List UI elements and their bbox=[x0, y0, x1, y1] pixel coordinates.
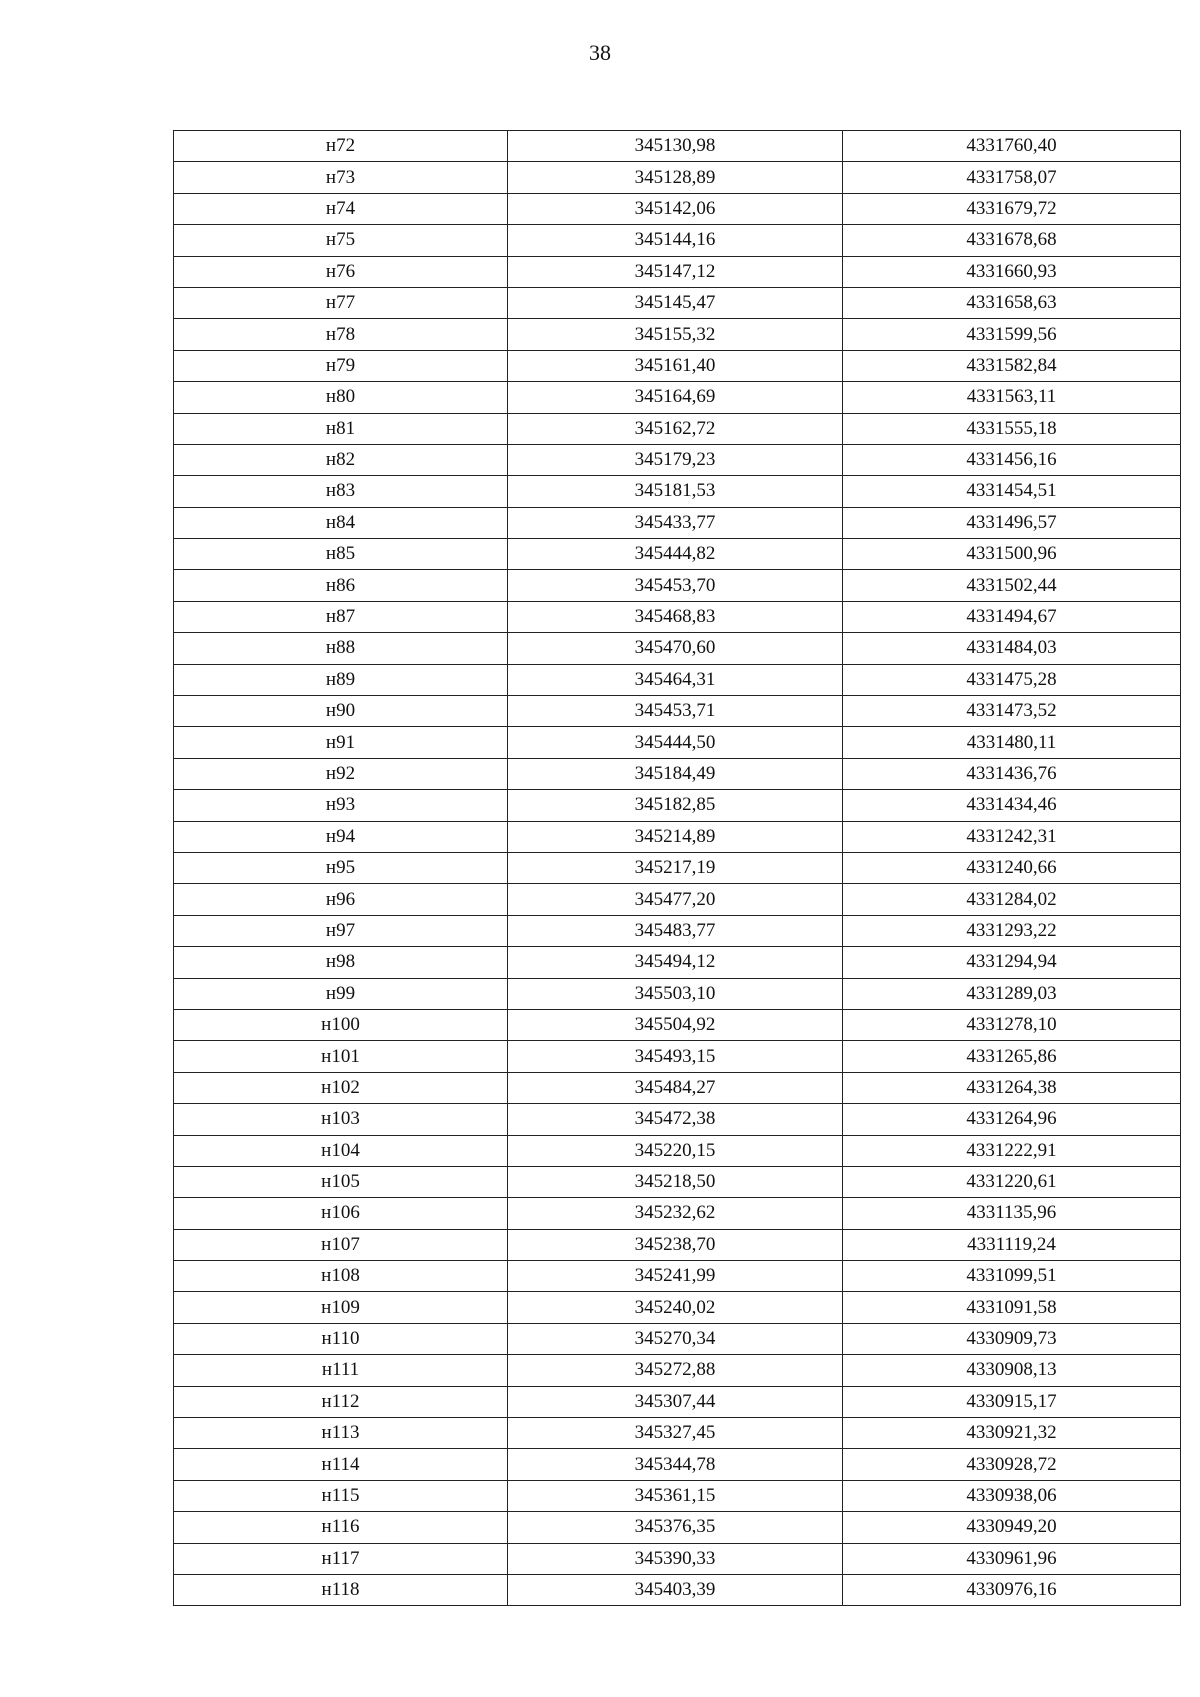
y-coordinate-cell: 4331599,56 bbox=[843, 319, 1181, 350]
y-coordinate-cell: 4331660,93 bbox=[843, 256, 1181, 287]
x-coordinate-cell: 345483,77 bbox=[508, 915, 843, 946]
x-coordinate-cell: 345504,92 bbox=[508, 1009, 843, 1040]
x-coordinate-cell: 345270,34 bbox=[508, 1323, 843, 1354]
point-name-cell: н92 bbox=[174, 758, 508, 789]
table-row bbox=[174, 1041, 1181, 1072]
table-row bbox=[174, 256, 1181, 287]
y-coordinate-cell: 4330938,06 bbox=[843, 1480, 1181, 1511]
x-coordinate-cell: 345164,69 bbox=[508, 382, 843, 413]
table-row bbox=[174, 1574, 1181, 1605]
point-name-cell: н111 bbox=[174, 1355, 508, 1386]
point-name-cell: н87 bbox=[174, 601, 508, 632]
point-name-cell: н73 bbox=[174, 162, 508, 193]
point-name-cell: н89 bbox=[174, 664, 508, 695]
x-coordinate-cell: 345376,35 bbox=[508, 1512, 843, 1543]
point-name-cell: н80 bbox=[174, 382, 508, 413]
table-row bbox=[174, 947, 1181, 978]
y-coordinate-cell: 4331484,03 bbox=[843, 633, 1181, 664]
point-name-cell: н91 bbox=[174, 727, 508, 758]
point-name-cell: н84 bbox=[174, 507, 508, 538]
table-row bbox=[174, 633, 1181, 664]
table-row bbox=[174, 1261, 1181, 1292]
x-coordinate-cell: 345444,82 bbox=[508, 539, 843, 570]
x-coordinate-cell: 345182,85 bbox=[508, 790, 843, 821]
point-name-cell: н114 bbox=[174, 1449, 508, 1480]
x-coordinate-cell: 345484,27 bbox=[508, 1072, 843, 1103]
table-row bbox=[174, 1104, 1181, 1135]
x-coordinate-cell: 345130,98 bbox=[508, 131, 843, 162]
point-name-cell: н116 bbox=[174, 1512, 508, 1543]
y-coordinate-cell: 4331658,63 bbox=[843, 287, 1181, 318]
point-name-cell: н86 bbox=[174, 570, 508, 601]
y-coordinate-cell: 4331473,52 bbox=[843, 696, 1181, 727]
x-coordinate-cell: 345493,15 bbox=[508, 1041, 843, 1072]
table-row bbox=[174, 1449, 1181, 1480]
x-coordinate-cell: 345161,40 bbox=[508, 350, 843, 381]
x-coordinate-cell: 345327,45 bbox=[508, 1418, 843, 1449]
table-row bbox=[174, 978, 1181, 1009]
x-coordinate-cell: 345179,23 bbox=[508, 444, 843, 475]
point-name-cell: н78 bbox=[174, 319, 508, 350]
y-coordinate-cell: 4330961,96 bbox=[843, 1543, 1181, 1574]
point-name-cell: н107 bbox=[174, 1229, 508, 1260]
table-row bbox=[174, 727, 1181, 758]
y-coordinate-cell: 4331240,66 bbox=[843, 852, 1181, 883]
point-name-cell: н103 bbox=[174, 1104, 508, 1135]
point-name-cell: н97 bbox=[174, 915, 508, 946]
y-coordinate-cell: 4331480,11 bbox=[843, 727, 1181, 758]
x-coordinate-cell: 345503,10 bbox=[508, 978, 843, 1009]
table-row bbox=[174, 287, 1181, 318]
x-coordinate-cell: 345444,50 bbox=[508, 727, 843, 758]
table-row bbox=[174, 852, 1181, 883]
x-coordinate-cell: 345144,16 bbox=[508, 225, 843, 256]
point-name-cell: н105 bbox=[174, 1166, 508, 1197]
table-row bbox=[174, 162, 1181, 193]
table-row bbox=[174, 1323, 1181, 1354]
table-row bbox=[174, 382, 1181, 413]
point-name-cell: н118 bbox=[174, 1574, 508, 1605]
table-row bbox=[174, 1198, 1181, 1229]
point-name-cell: н90 bbox=[174, 696, 508, 727]
y-coordinate-cell: 4331294,94 bbox=[843, 947, 1181, 978]
y-coordinate-cell: 4330921,32 bbox=[843, 1418, 1181, 1449]
x-coordinate-cell: 345214,89 bbox=[508, 821, 843, 852]
y-coordinate-cell: 4330908,13 bbox=[843, 1355, 1181, 1386]
x-coordinate-cell: 345217,19 bbox=[508, 852, 843, 883]
table-row bbox=[174, 1229, 1181, 1260]
point-name-cell: н102 bbox=[174, 1072, 508, 1103]
point-name-cell: н117 bbox=[174, 1543, 508, 1574]
table-row bbox=[174, 884, 1181, 915]
table-row bbox=[174, 1292, 1181, 1323]
point-name-cell: н104 bbox=[174, 1135, 508, 1166]
point-name-cell: н75 bbox=[174, 225, 508, 256]
point-name-cell: н95 bbox=[174, 852, 508, 883]
x-coordinate-cell: 345232,62 bbox=[508, 1198, 843, 1229]
x-coordinate-cell: 345218,50 bbox=[508, 1166, 843, 1197]
y-coordinate-cell: 4331679,72 bbox=[843, 193, 1181, 224]
table-row bbox=[174, 507, 1181, 538]
x-coordinate-cell: 345181,53 bbox=[508, 476, 843, 507]
page-number: 38 bbox=[589, 40, 611, 65]
x-coordinate-cell: 345128,89 bbox=[508, 162, 843, 193]
x-coordinate-cell: 345453,70 bbox=[508, 570, 843, 601]
table-row bbox=[174, 1480, 1181, 1511]
y-coordinate-cell: 4331264,96 bbox=[843, 1104, 1181, 1135]
table-row bbox=[174, 1072, 1181, 1103]
table-row bbox=[174, 1543, 1181, 1574]
y-coordinate-cell: 4331582,84 bbox=[843, 350, 1181, 381]
point-name-cell: н108 bbox=[174, 1261, 508, 1292]
point-name-cell: н83 bbox=[174, 476, 508, 507]
table-row bbox=[174, 444, 1181, 475]
point-name-cell: н88 bbox=[174, 633, 508, 664]
table-row bbox=[174, 131, 1181, 162]
x-coordinate-cell: 345494,12 bbox=[508, 947, 843, 978]
point-name-cell: н101 bbox=[174, 1041, 508, 1072]
point-name-cell: н94 bbox=[174, 821, 508, 852]
x-coordinate-cell: 345403,39 bbox=[508, 1574, 843, 1605]
y-coordinate-cell: 4331222,91 bbox=[843, 1135, 1181, 1166]
y-coordinate-cell: 4331293,22 bbox=[843, 915, 1181, 946]
table-row bbox=[174, 413, 1181, 444]
y-coordinate-cell: 4331555,18 bbox=[843, 413, 1181, 444]
point-name-cell: н98 bbox=[174, 947, 508, 978]
table-row bbox=[174, 193, 1181, 224]
point-name-cell: н77 bbox=[174, 287, 508, 318]
table-row bbox=[174, 821, 1181, 852]
point-name-cell: н74 bbox=[174, 193, 508, 224]
x-coordinate-cell: 345142,06 bbox=[508, 193, 843, 224]
x-coordinate-cell: 345464,31 bbox=[508, 664, 843, 695]
y-coordinate-cell: 4331265,86 bbox=[843, 1041, 1181, 1072]
y-coordinate-cell: 4331264,38 bbox=[843, 1072, 1181, 1103]
y-coordinate-cell: 4331563,11 bbox=[843, 382, 1181, 413]
point-name-cell: н109 bbox=[174, 1292, 508, 1323]
y-coordinate-cell: 4331678,68 bbox=[843, 225, 1181, 256]
point-name-cell: н85 bbox=[174, 539, 508, 570]
point-name-cell: н99 bbox=[174, 978, 508, 1009]
y-coordinate-cell: 4331454,51 bbox=[843, 476, 1181, 507]
coordinates-table-body bbox=[174, 131, 1181, 1606]
point-name-cell: н72 bbox=[174, 131, 508, 162]
y-coordinate-cell: 4331496,57 bbox=[843, 507, 1181, 538]
table-row bbox=[174, 225, 1181, 256]
y-coordinate-cell: 4331475,28 bbox=[843, 664, 1181, 695]
table-row bbox=[174, 1009, 1181, 1040]
y-coordinate-cell: 4331091,58 bbox=[843, 1292, 1181, 1323]
table-row bbox=[174, 601, 1181, 632]
table-row bbox=[174, 1386, 1181, 1417]
point-name-cell: н112 bbox=[174, 1386, 508, 1417]
y-coordinate-cell: 4331494,67 bbox=[843, 601, 1181, 632]
y-coordinate-cell: 4331135,96 bbox=[843, 1198, 1181, 1229]
point-name-cell: н110 bbox=[174, 1323, 508, 1354]
x-coordinate-cell: 345184,49 bbox=[508, 758, 843, 789]
coordinates-table bbox=[173, 130, 1181, 1606]
table-row bbox=[174, 1135, 1181, 1166]
y-coordinate-cell: 4331242,31 bbox=[843, 821, 1181, 852]
table-row bbox=[174, 1166, 1181, 1197]
table-row bbox=[174, 539, 1181, 570]
table-row bbox=[174, 664, 1181, 695]
y-coordinate-cell: 4331436,76 bbox=[843, 758, 1181, 789]
table-row bbox=[174, 1418, 1181, 1449]
y-coordinate-cell: 4331434,46 bbox=[843, 790, 1181, 821]
x-coordinate-cell: 345147,12 bbox=[508, 256, 843, 287]
table-row bbox=[174, 1355, 1181, 1386]
x-coordinate-cell: 345145,47 bbox=[508, 287, 843, 318]
point-name-cell: н96 bbox=[174, 884, 508, 915]
y-coordinate-cell: 4330976,16 bbox=[843, 1574, 1181, 1605]
y-coordinate-cell: 4331220,61 bbox=[843, 1166, 1181, 1197]
y-coordinate-cell: 4330949,20 bbox=[843, 1512, 1181, 1543]
point-name-cell: н93 bbox=[174, 790, 508, 821]
table-row bbox=[174, 758, 1181, 789]
table-row bbox=[174, 696, 1181, 727]
table-row bbox=[174, 570, 1181, 601]
x-coordinate-cell: 345433,77 bbox=[508, 507, 843, 538]
x-coordinate-cell: 345240,02 bbox=[508, 1292, 843, 1323]
x-coordinate-cell: 345307,44 bbox=[508, 1386, 843, 1417]
x-coordinate-cell: 345155,32 bbox=[508, 319, 843, 350]
y-coordinate-cell: 4331278,10 bbox=[843, 1009, 1181, 1040]
x-coordinate-cell: 345238,70 bbox=[508, 1229, 843, 1260]
x-coordinate-cell: 345361,15 bbox=[508, 1480, 843, 1511]
y-coordinate-cell: 4330915,17 bbox=[843, 1386, 1181, 1417]
point-name-cell: н82 bbox=[174, 444, 508, 475]
table-row bbox=[174, 476, 1181, 507]
x-coordinate-cell: 345344,78 bbox=[508, 1449, 843, 1480]
x-coordinate-cell: 345220,15 bbox=[508, 1135, 843, 1166]
table-row bbox=[174, 319, 1181, 350]
table-row bbox=[174, 790, 1181, 821]
point-name-cell: н79 bbox=[174, 350, 508, 381]
x-coordinate-cell: 345241,99 bbox=[508, 1261, 843, 1292]
point-name-cell: н113 bbox=[174, 1418, 508, 1449]
y-coordinate-cell: 4331758,07 bbox=[843, 162, 1181, 193]
point-name-cell: н115 bbox=[174, 1480, 508, 1511]
x-coordinate-cell: 345162,72 bbox=[508, 413, 843, 444]
x-coordinate-cell: 345453,71 bbox=[508, 696, 843, 727]
y-coordinate-cell: 4331456,16 bbox=[843, 444, 1181, 475]
point-name-cell: н81 bbox=[174, 413, 508, 444]
y-coordinate-cell: 4331502,44 bbox=[843, 570, 1181, 601]
table-row bbox=[174, 350, 1181, 381]
x-coordinate-cell: 345468,83 bbox=[508, 601, 843, 632]
y-coordinate-cell: 4331284,02 bbox=[843, 884, 1181, 915]
point-name-cell: н106 bbox=[174, 1198, 508, 1229]
table-row bbox=[174, 915, 1181, 946]
y-coordinate-cell: 4331500,96 bbox=[843, 539, 1181, 570]
y-coordinate-cell: 4331760,40 bbox=[843, 131, 1181, 162]
y-coordinate-cell: 4330909,73 bbox=[843, 1323, 1181, 1354]
x-coordinate-cell: 345477,20 bbox=[508, 884, 843, 915]
y-coordinate-cell: 4331099,51 bbox=[843, 1261, 1181, 1292]
table-row bbox=[174, 1512, 1181, 1543]
y-coordinate-cell: 4330928,72 bbox=[843, 1449, 1181, 1480]
point-name-cell: н76 bbox=[174, 256, 508, 287]
point-name-cell: н100 bbox=[174, 1009, 508, 1040]
x-coordinate-cell: 345472,38 bbox=[508, 1104, 843, 1135]
x-coordinate-cell: 345272,88 bbox=[508, 1355, 843, 1386]
y-coordinate-cell: 4331119,24 bbox=[843, 1229, 1181, 1260]
x-coordinate-cell: 345390,33 bbox=[508, 1543, 843, 1574]
x-coordinate-cell: 345470,60 bbox=[508, 633, 843, 664]
y-coordinate-cell: 4331289,03 bbox=[843, 978, 1181, 1009]
